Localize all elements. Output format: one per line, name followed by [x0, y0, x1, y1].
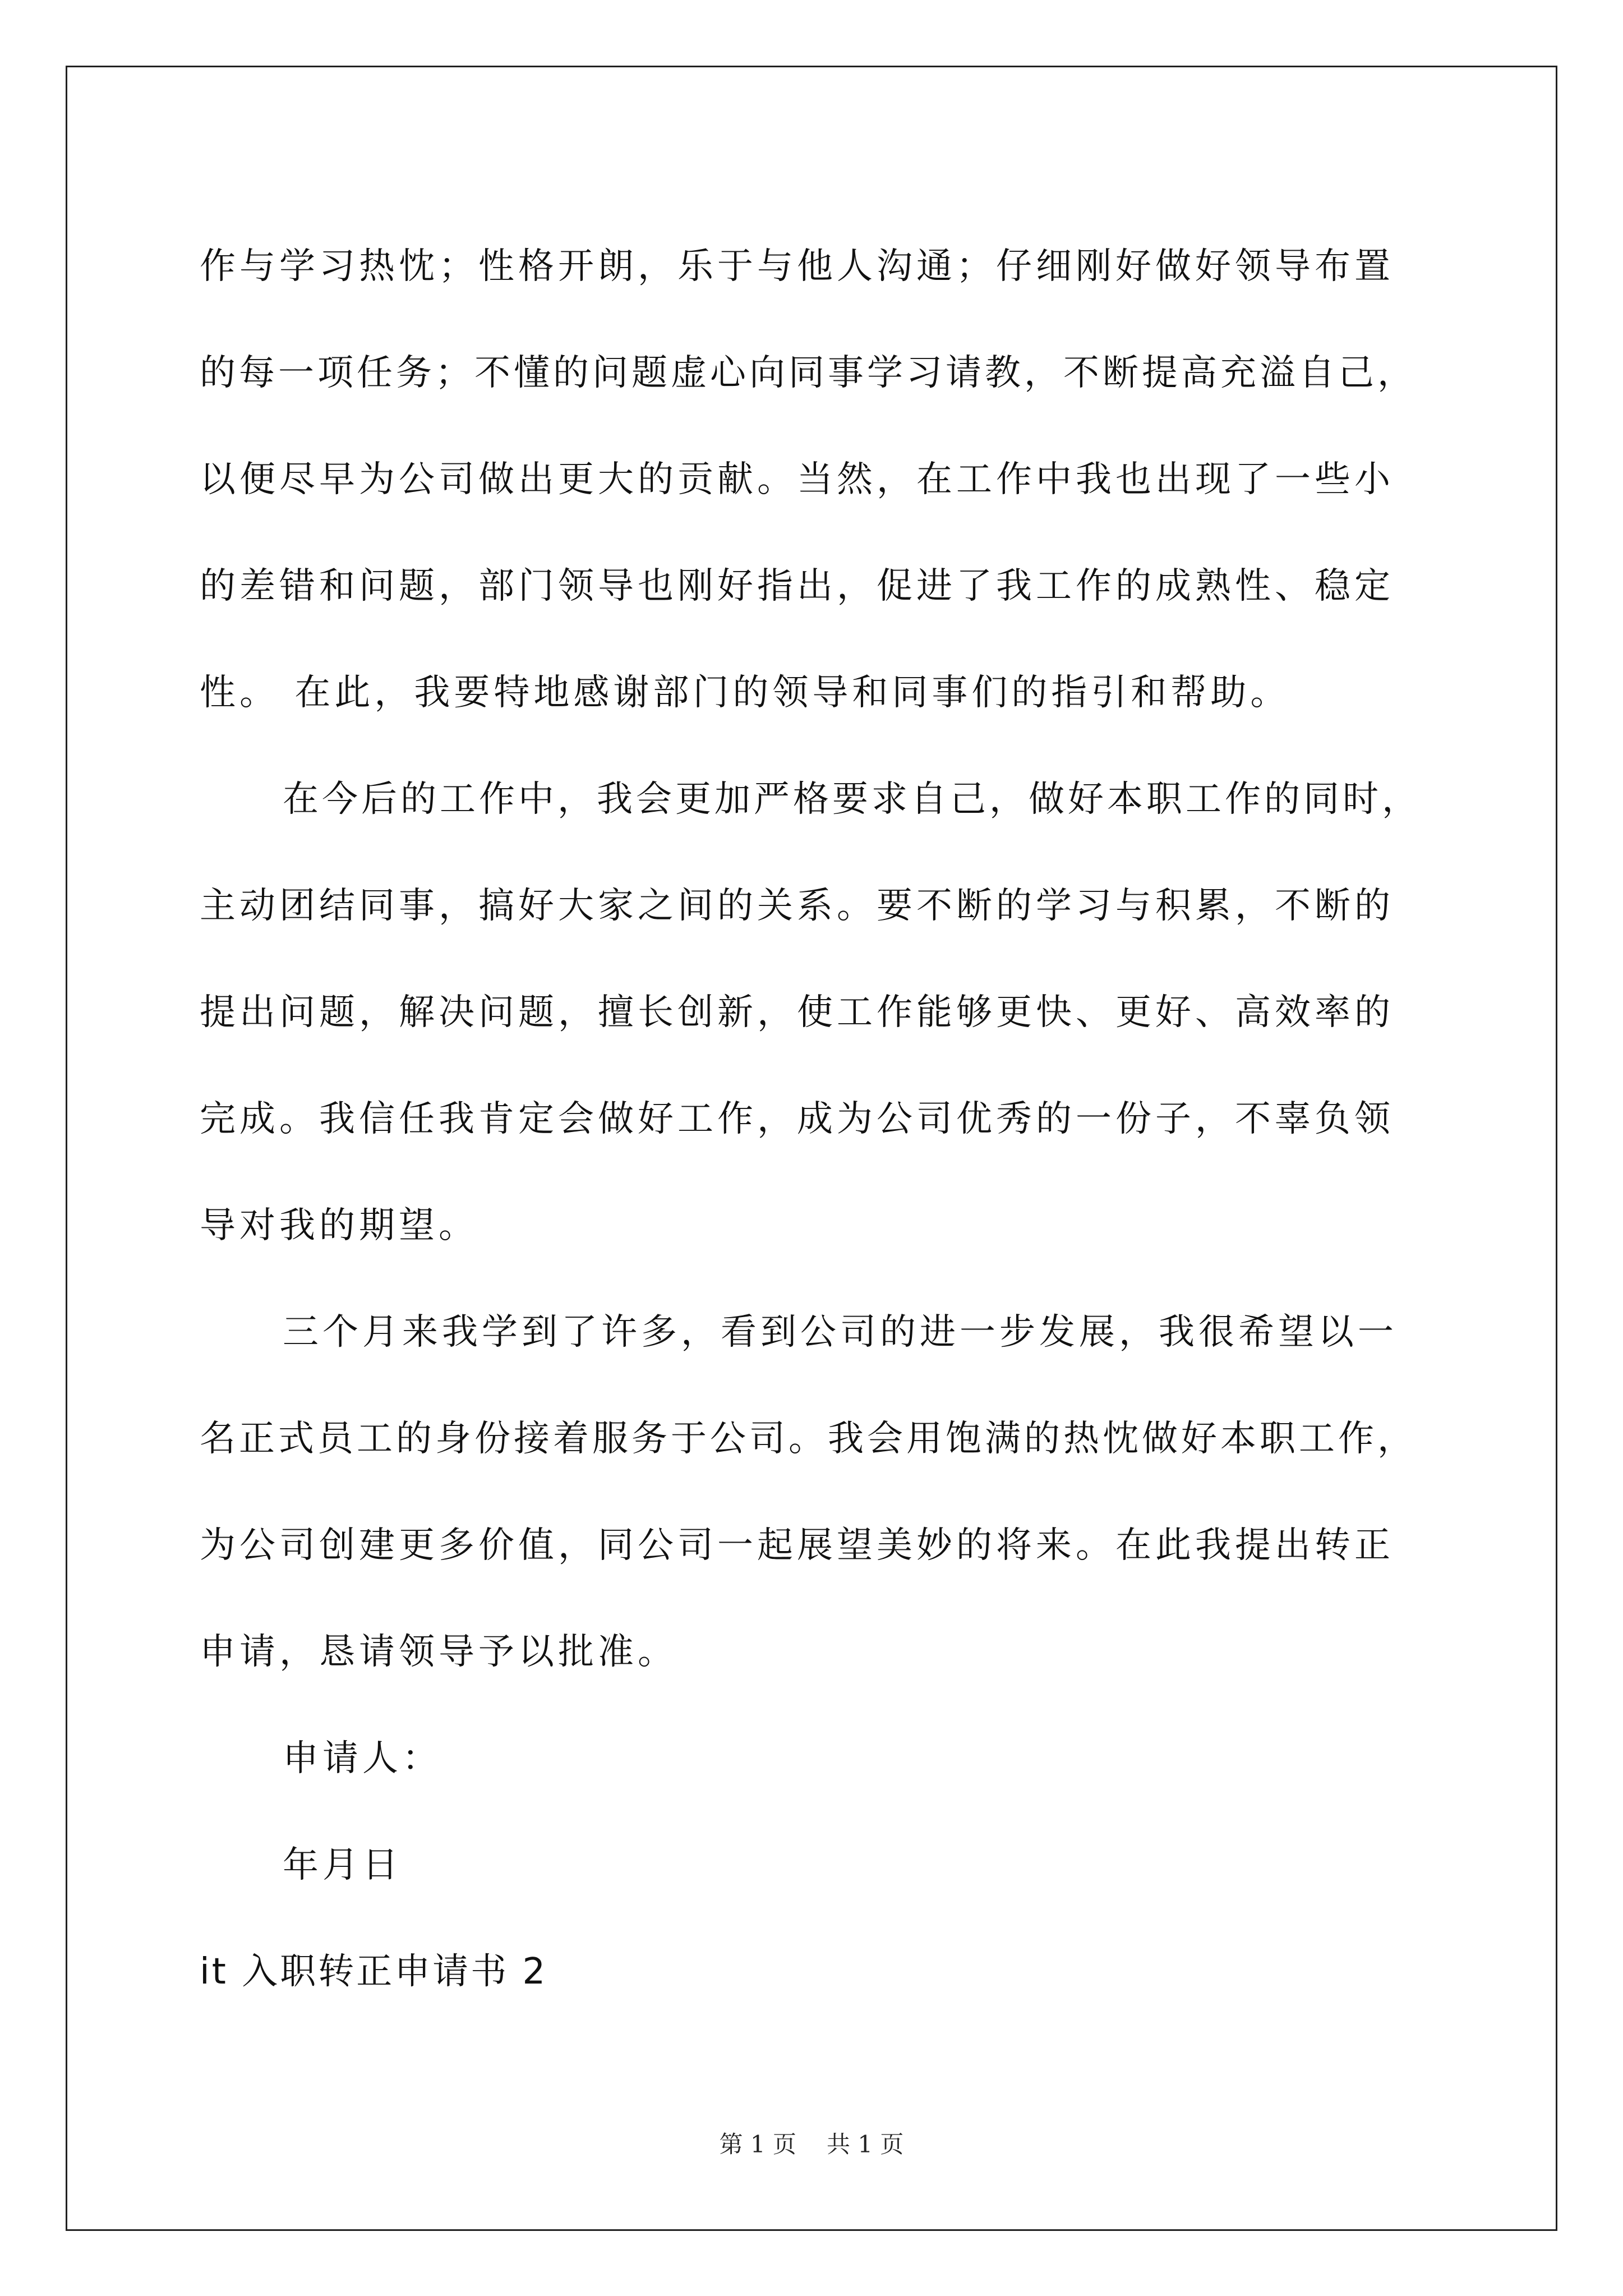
- paragraph-line: 作与学习热忱；性格开朗，乐于与他人沟通；仔细刚好做好领导布置: [200, 246, 1394, 287]
- paragraph-line: 三个月来我学到了许多，看到公司的进一步发展，我很希望以一: [283, 1312, 1398, 1353]
- paragraph-line: 提出问题，解决问题，擅长创新，使工作能够更快、更好、高效率的: [200, 992, 1394, 1033]
- page-number: 第 1 页: [719, 2131, 796, 2158]
- page-total: 共 1 页: [827, 2131, 904, 2158]
- paragraph-line: 在今后的工作中，我会更加严格要求自己，做好本职工作的同时，: [283, 779, 1421, 820]
- paragraph-line: 的每一项任务；不懂的问题虚心向同事学习请教，不断提高充溢自己，: [200, 352, 1417, 394]
- page-footer: [0, 2126, 1623, 2160]
- paragraph-line: 性。 在此，我要特地感谢部门的领导和同事们的指引和帮助。: [200, 672, 1290, 714]
- paragraph-line: 完成。我信任我肯定会做好工作，成为公司优秀的一份子，不辜负领: [200, 1098, 1394, 1140]
- paragraph-line: 申请，恳请领导予以批准。: [200, 1631, 677, 1673]
- paragraph-line: 为公司创建更多价值，同公司一起展望美妙的将来。在此我提出转正: [200, 1525, 1394, 1566]
- paragraph-line: 导对我的期望。: [200, 1205, 478, 1246]
- applicant-label: 申请人：: [283, 1738, 442, 1779]
- paragraph-line: 的差错和问题，部门领导也刚好指出，促进了我工作的成熟性、稳定: [200, 565, 1394, 607]
- document-body: [200, 213, 1439, 2025]
- section-title: it 入职转正申请书 2: [200, 1951, 548, 1993]
- paragraph-line: 主动团结同事，搞好大家之间的关系。要不断的学习与积累，不断的: [200, 885, 1394, 927]
- paragraph-line: 名正式员工的身份接着服务于公司。我会用饱满的热忱做好本职工作，: [200, 1418, 1417, 1460]
- paragraph-line: 以便尽早为公司做出更大的贡献。当然，在工作中我也出现了一些小: [200, 459, 1394, 500]
- date-label: 年月日: [283, 1844, 402, 1886]
